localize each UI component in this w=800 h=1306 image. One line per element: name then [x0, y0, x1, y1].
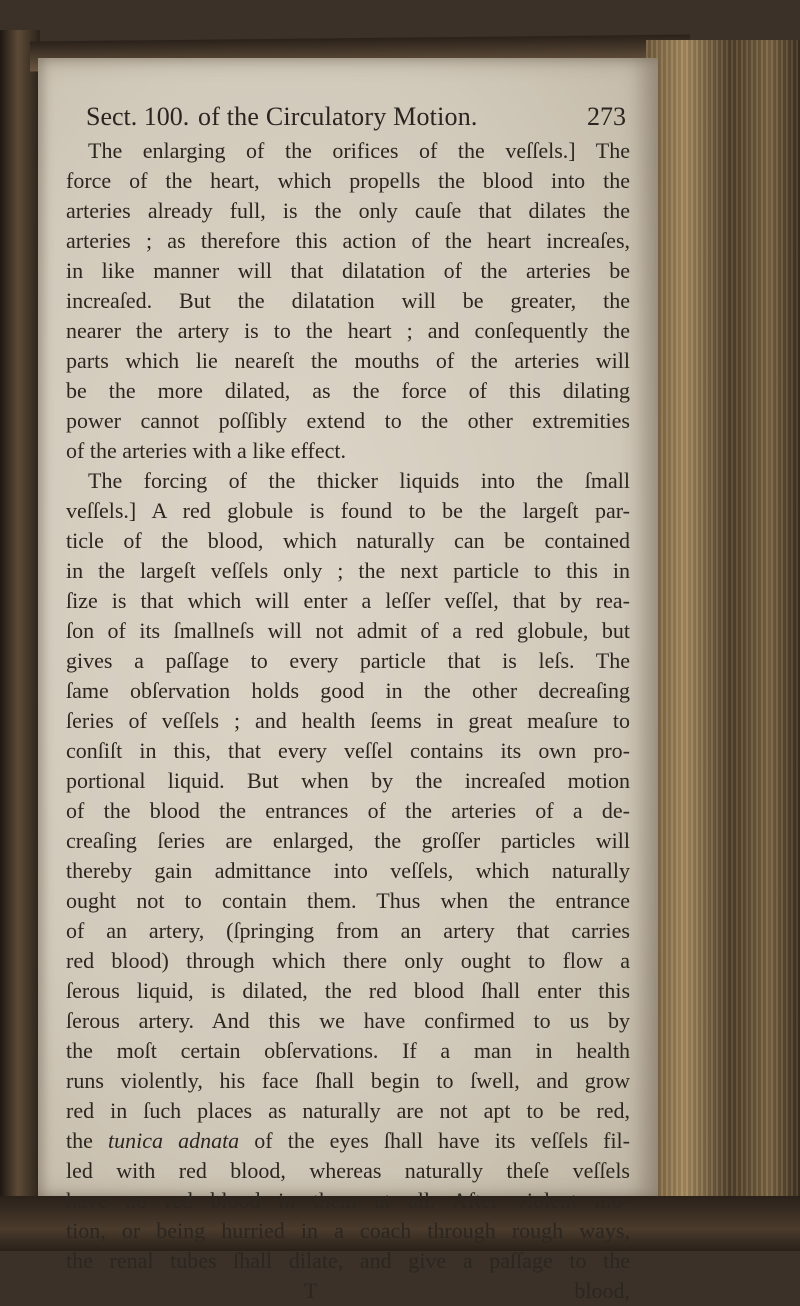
- footer-row: [66, 1276, 630, 1306]
- text-line: ſerous artery. And this we have confirmed to us by: [66, 1008, 630, 1033]
- text-line: portional liquid. But when by the increaſed motion: [66, 768, 630, 793]
- italic-phrase: tunica adnata: [107, 1128, 240, 1153]
- book-left-edge: [0, 30, 40, 1230]
- text-line: tion, or being hurried in a coach through rough ways,: [66, 1218, 630, 1243]
- text-line: of an artery, (ſpringing from an artery that carries: [66, 918, 630, 943]
- text-line: ſeries of veſſels ; and health ſeems in great meaſure to: [66, 708, 630, 733]
- text-line: of the arteries with a like effect.: [66, 438, 346, 463]
- text-line: The enlarging of the orifices of the veſſels.] The: [88, 138, 630, 163]
- text-line: arteries ; as therefore this action of the heart increaſes,: [66, 228, 630, 253]
- text-segment: the: [66, 1128, 108, 1153]
- signature-mark: T: [304, 1278, 318, 1303]
- text-line: The forcing of the thicker liquids into the ſmall: [88, 468, 630, 493]
- text-line: ſon of its ſmallneſs will not admit of a red globule, but: [66, 618, 630, 643]
- text-line: [66, 1126, 630, 1156]
- body-text: [66, 136, 630, 1306]
- text-line: in the largeſt veſſels only ; the next particle to this in: [66, 558, 630, 583]
- catchword: blood,: [574, 1278, 630, 1303]
- text-line: red in ſuch places as naturally are not apt to be red,: [66, 1098, 630, 1123]
- text-line: be the more dilated, as the force of this dilating: [66, 378, 630, 403]
- text-segment: of the eyes ſhall have its veſſels fil-: [239, 1128, 630, 1153]
- text-line: arteries already full, is the only cauſe that dilates the: [66, 198, 630, 223]
- text-line: red blood) through which there only ought to flow a: [66, 948, 630, 973]
- page-number: 273: [587, 102, 626, 131]
- text-line: led with red blood, whereas naturally theſe veſſels: [66, 1158, 630, 1183]
- text-line: runs violently, his face ſhall begin to ſwell, and grow: [66, 1068, 630, 1093]
- text-line: parts which lie neareſt the mouths of the arteries will: [66, 348, 630, 373]
- text-line: the renal tubes ſhall dilate, and give a paſſage to the: [66, 1248, 630, 1273]
- text-line: the moſt certain obſervations. If a man in health: [66, 1038, 630, 1063]
- text-line: force of the heart, which propells the blood into the: [66, 168, 630, 193]
- text-line: veſſels.] A red globule is found to be the largeſt par-: [66, 498, 630, 523]
- text-line: have no red blood in them at all. After violent mo-: [66, 1188, 630, 1213]
- book-spine-edge: [646, 40, 800, 1251]
- text-line: ſerous liquid, is dilated, the red blood ſhall enter this: [66, 978, 630, 1003]
- text-line: power cannot poſſibly extend to the other extremities: [66, 408, 630, 433]
- text-line: ticle of the blood, which naturally can be contained: [66, 528, 630, 553]
- text-line: conſiſt in this, that every veſſel contains its own pro-: [66, 738, 630, 763]
- text-line: of the blood the entrances of the arteries of a de-: [66, 798, 630, 823]
- text-line: thereby gain admittance into veſſels, which naturally: [66, 858, 630, 883]
- text-line: ſame obſervation holds good in the other decreaſing: [66, 678, 630, 703]
- text-line: ought not to contain them. Thus when the entrance: [66, 888, 630, 913]
- text-line: in like manner will that dilatation of the arteries be: [66, 258, 630, 283]
- text-line: creaſing ſeries are enlarged, the groſſer particles will: [66, 828, 630, 853]
- section-number: Sect. 100.: [86, 102, 190, 131]
- text-line: nearer the artery is to the heart ; and conſequently the: [66, 318, 630, 343]
- text-line: increaſed. But the dilatation will be greater, the: [66, 288, 630, 313]
- text-line: ſize is that which will enter a leſſer veſſel, that by rea-: [66, 588, 630, 613]
- text-line: gives a paſſage to every particle that is leſs. The: [66, 648, 630, 673]
- running-title: of the Circulatory Motion.: [198, 102, 478, 131]
